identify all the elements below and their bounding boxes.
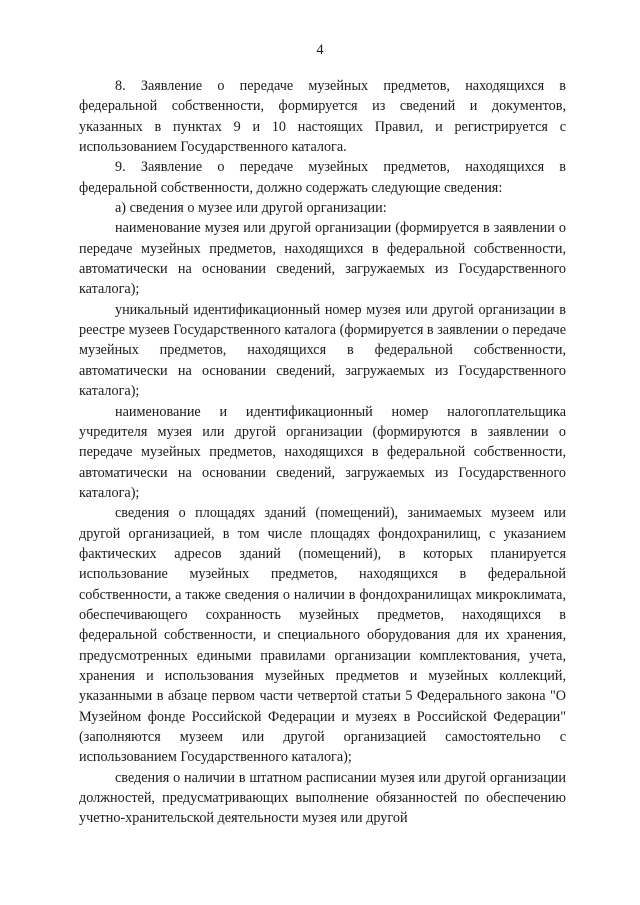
paragraph-item-8: 8. Заявление о передаче музейных предметов, находящихся в федеральной собственности, формируется из сведений и документов, указанных в пунктах 9 и 10 настоящих Правил, и регистрируется с использованием Государственного каталога. bbox=[79, 78, 566, 156]
paragraph-founder-inn: наименование и идентификационный номер налогоплательщика учредителя музея или другой организации (формируются в заявлении о передаче музейных предметов, находящихся в федеральной собственности, автоматически на основании сведений, загружаемых из Государственного каталога); bbox=[79, 403, 566, 501]
paragraph-unique-id: уникальный идентификационный номер музея или другой организации в реестре музеев Государственного каталога (формируется в заявлении о передаче музейных предметов, находящихся в федеральной собственности, автоматически на основании сведений, загружаемых из Государственного каталога); bbox=[79, 301, 566, 400]
subitem-a: а) сведения о музее или другой организации: bbox=[115, 200, 387, 217]
document-body bbox=[79, 76, 566, 829]
paragraph-building-areas: сведения о площадях зданий (помещений), занимаемых музеем или другой организацией, в том числе площадях фондохранилищ, с указанием фактических адресов зданий (помещений), в которых планируется использование музейных предметов, находящихся в федеральной собственности, а также сведения о наличии в фондохранилищах микроклимата, обеспечивающего сохранность музейных предметов, находящихся в федеральной собственности, и специального оборудования для их хранения, предусмотренных едиными правилами организации комплектования, учета, хранения и использования музейных предметов и музейных коллекций, указанными в абзаце первом части четвертой статьи 5 Федерального закона "О Музейном фонде Российской Федерации и музеях в Российской Федерации" (заполняются музеем или другой организацией самостоятельно с использованием Государственного каталога); bbox=[79, 505, 566, 766]
paragraph-item-9: 9. Заявление о передаче музейных предметов, находящихся в федеральной собственности, должно содержать следующие сведения: bbox=[79, 159, 566, 196]
page-number: 4 bbox=[316, 42, 324, 58]
paragraph-museum-name: наименование музея или другой организации (формируется в заявлении о передаче музейных предметов, находящихся в федеральной собственности, автоматически на основании сведений, загружаемых из Государственного каталога); bbox=[79, 220, 566, 298]
paragraph-staff-positions: сведения о наличии в штатном расписании музея или другой организации должностей, предусматривающих выполнение обязанностей по обеспечению учетно-хранительской деятельности музея или другой bbox=[79, 769, 566, 827]
